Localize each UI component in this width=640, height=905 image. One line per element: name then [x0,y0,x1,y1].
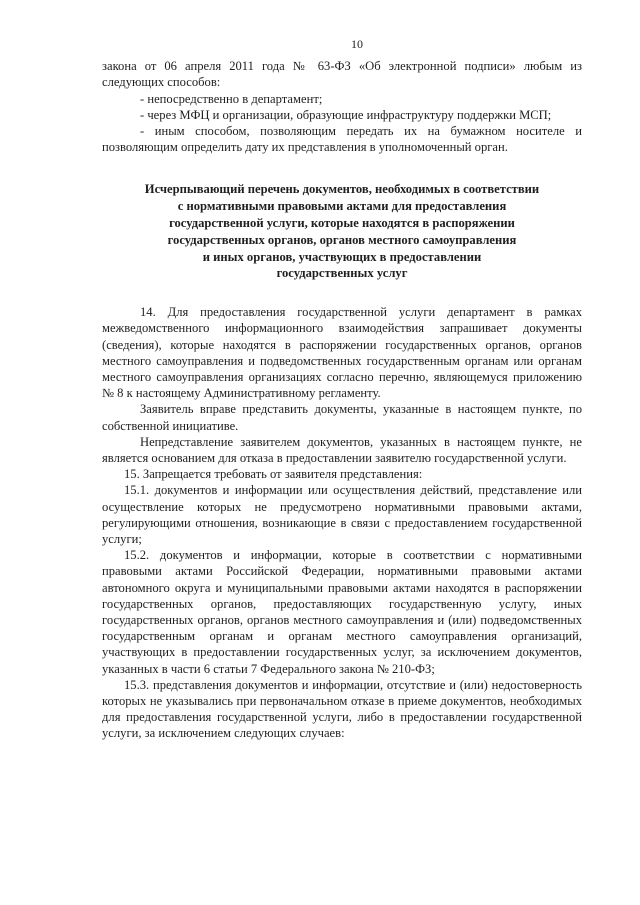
heading-line: государственных органов, органов местного самоуправления [167,232,517,247]
paragraph-non-submission: Непредставление заявителем документов, указанных в настоящем пункте, не является основанием для отказа в предоставлении заявителю государственной услуги. [102,434,582,466]
heading-line: государственной услуги, которые находятся в распоряжении [169,216,515,231]
page-number: 10 [351,37,363,51]
heading-line: и иных органов, участвующих в предоставлении [202,249,482,264]
paragraph-applicant-right: Заявитель вправе представить документы, указанные в настоящем пункте, по собственной инициативе. [102,402,582,433]
list-item-department: - непосредственно в департамент; [140,91,323,106]
paragraph-15: 15. Запрещается требовать от заявителя представления: [124,467,423,482]
paragraph-15-3: 15.3. представления документов и информации, отсутствие и (или) недостоверность которых не указывались при первоначальном отказе в приеме документов, необходимых для предоставления государственной услуги, либо в предоставлении государственной услуги, за исключением следующих случаев: [102,677,582,741]
list-item-other-way: - иным способом, позволяющим передать их на бумажном носителе и позволяющим определить дату их представления в уполномоченный орган. [102,124,582,155]
paragraph-15-1: 15.1. документов и информации или осуществления действий, представление или осуществление которых не предусмотрено нормативными правовыми актами, регулирующими отношения, возникающие в связи с предоставлением государственной услуги; [102,483,582,547]
section-heading [112,181,572,282]
paragraph-14: 14. Для предоставления государственной услуги департамент в рамках межведомственного информационного взаимодействия запрашивает документы (сведения), которые находятся в распоряжении государственных органов, органов местного самоуправления и подведомственных государственным органам или органам местного самоуправления организациях согласно перечню, являющемуся приложению № 8 к настоящему Административному регламенту. [102,305,582,401]
heading-line: государственных услуг [276,266,408,281]
heading-line: Исчерпывающий перечень документов, необходимых в соответствии [144,182,540,197]
list-item-mfc: - через МФЦ и организации, образующие инфраструктуру поддержки МСП; [140,107,552,122]
intro-paragraph: закона от 06 апреля 2011 года № 63-ФЗ «Об электронной подписи» любым из следующих способов: [102,59,582,90]
heading-line: с нормативными правовыми актами для предоставления [177,199,507,214]
paragraph-15-2: 15.2. документов и информации, которые в соответствии с нормативными правовыми актами Российской Федерации, нормативными правовыми актами автономного округа и муниципальными правовыми актами находятся в распоряжении государственных органов, предоставляющих государственную услугу, иных государственных органов, органов местного самоуправления и (или) подведомственных государственным органам и органам местного самоуправления организаций, участвующих в предоставлении государственных услуг, за исключением документов, указанных в части 6 статьи 7 Федерального закона № 210-ФЗ; [102,548,582,676]
